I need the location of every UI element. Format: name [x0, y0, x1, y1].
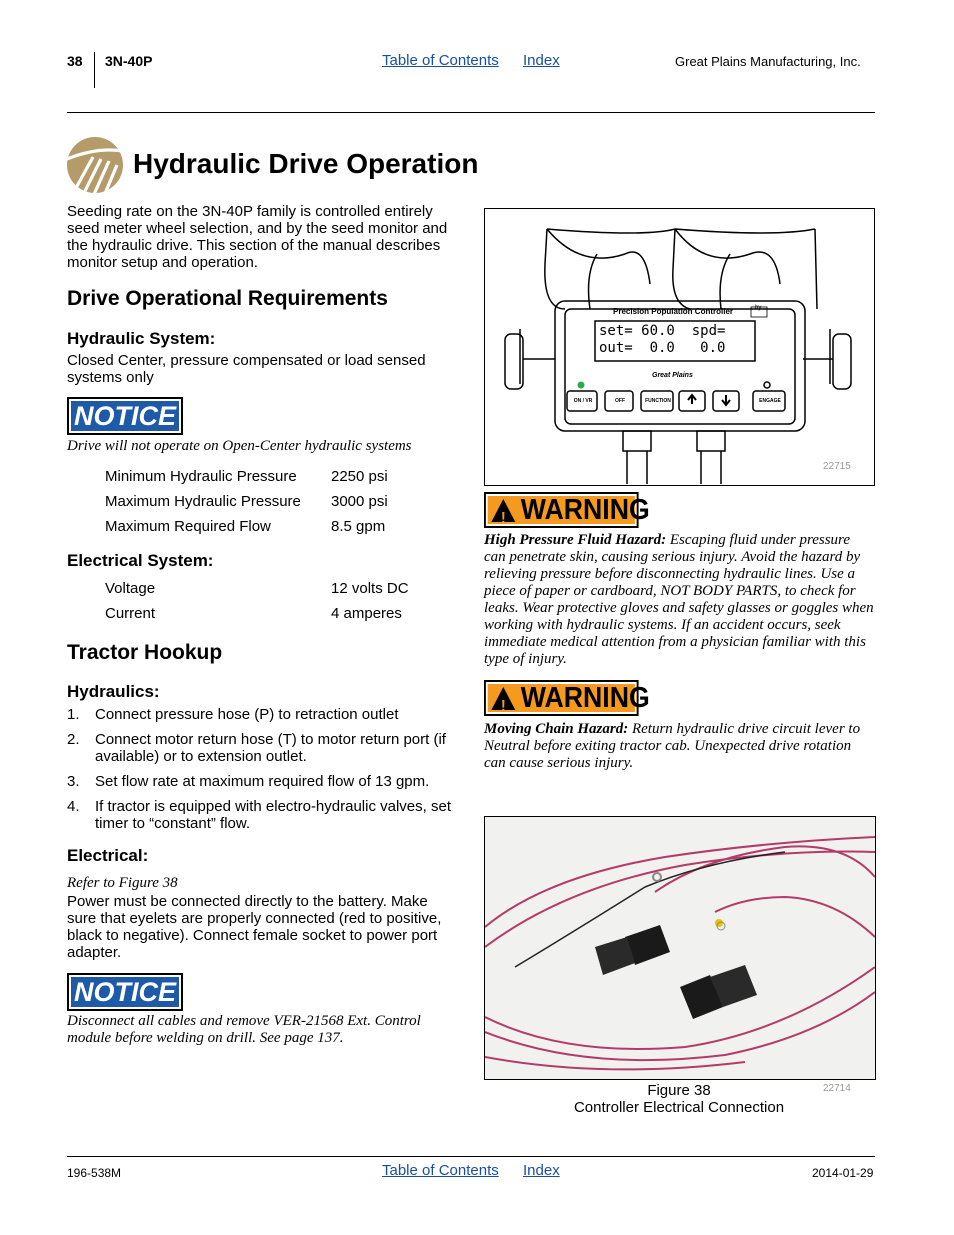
notice-badge: NOTICE: [67, 397, 183, 435]
controller-by-label: by: [755, 305, 762, 311]
index-link-bottom[interactable]: Index: [523, 1162, 560, 1179]
figure-id: 22714: [823, 1083, 851, 1094]
figure-id: 22715: [823, 461, 851, 472]
cable-photo: [484, 816, 876, 1080]
hydraulics-heading: Hydraulics:: [67, 682, 160, 701]
spec-label: Maximum Hydraulic Pressure: [105, 493, 301, 510]
spec-value: 4 amperes: [331, 605, 402, 622]
spec-value: 12 volts DC: [331, 580, 409, 597]
step-number: 3.: [67, 773, 80, 790]
warning-badge: [484, 492, 650, 528]
intro-paragraph: Seeding rate on the 3N-40P family is controlled entirely seed meter wheel selection, and by the seed monitor and the hydraulic drive. This section of the manual describes monitor setup and operation.: [67, 203, 448, 271]
controller-figure: [484, 208, 875, 486]
spec-value: 3000 psi: [331, 493, 388, 510]
warning-text: [484, 532, 874, 668]
warning-body: Escaping fluid under pressure can penetrate skin, causing serious injury. Avoid the hazard by relieving pressure before disconnecting hydraulic lines. Use a piece of paper or cardboard, NOT BODY PARTS, to check for leaks. Wear protective gloves and safety glasses or goggles when working with hydraulic systems. If an accident occurs, seek immediate medical attention from a physician familiar with this type of injury.: [484, 532, 874, 667]
hydraulic-system-heading: Hydraulic System:: [67, 329, 216, 348]
lcd-line-2: out= 0.0 0.0: [599, 340, 726, 356]
step-number: 1.: [67, 706, 80, 723]
warning-triangle-icon: !: [491, 499, 515, 522]
step-text: Set flow rate at maximum required flow of 13 gpm.: [95, 773, 430, 790]
spec-label: Current: [105, 605, 156, 622]
page-number: 38: [67, 53, 83, 69]
lcd-line-1: set= 60.0 spd=: [599, 323, 726, 339]
footer-rule: [67, 1156, 875, 1157]
company-name: Great Plains Manufacturing, Inc.: [675, 54, 861, 69]
step-number: 2.: [67, 731, 80, 748]
page-title: Hydraulic Drive Operation: [133, 148, 479, 179]
figure-caption-number: Figure 38: [647, 1082, 711, 1099]
tractor-hookup-heading: Tractor Hookup: [67, 641, 223, 664]
warning-lead: Moving Chain Hazard:: [484, 721, 629, 737]
electrical-text: Power must be connected directly to the battery. Make sure that eyelets are properly connected (red to positive, black to negative). Connect female socket to power port adapter.: [67, 893, 442, 961]
controller-logo: Great Plains: [652, 372, 693, 379]
doc-date: 2014-01-29: [812, 1166, 874, 1180]
notice-text: Drive will not operate on Open-Center hydraulic systems: [67, 438, 412, 454]
step-text: If tractor is equipped with electro-hydraulic valves, set timer to “constant” flow.: [95, 798, 451, 832]
function-button: FUNCTION: [645, 398, 671, 404]
off-button: OFF: [615, 398, 625, 404]
hydraulic-system-text: Closed Center, pressure compensated or load sensed systems only: [67, 352, 426, 386]
electrical-system-heading: Electrical System:: [67, 551, 214, 570]
spec-value: 8.5 gpm: [331, 518, 386, 535]
controller-brand-label: Precision Population Controller: [613, 307, 734, 316]
step-number: 4.: [67, 798, 80, 815]
doc-number: 196-538M: [67, 1166, 122, 1180]
step-text: Connect motor return hose (T) to motor return port (if available) or to extension outlet.: [95, 731, 446, 765]
notice-badge: NOTICE: [67, 973, 183, 1011]
spec-value: 2250 psi: [331, 468, 388, 485]
great-plains-logo-icon: [67, 137, 123, 193]
warning-badge: [484, 680, 650, 716]
notice-text: Disconnect all cables and remove VER-21568 Ext. Control module before welding on drill. See page 137.: [67, 1013, 421, 1046]
warning-text: [484, 721, 874, 772]
spec-label: Maximum Required Flow: [105, 518, 271, 535]
drive-requirements-heading: Drive Operational Requirements: [67, 287, 388, 310]
toc-link-bottom[interactable]: Table of Contents: [382, 1162, 499, 1179]
index-link-top[interactable]: Index: [523, 52, 560, 69]
warning-label: WARNING: [520, 682, 650, 714]
header-rule: [67, 112, 875, 113]
warning-triangle-icon: !: [491, 687, 515, 710]
spec-label: Minimum Hydraulic Pressure: [105, 468, 297, 485]
spec-label: Voltage: [105, 580, 156, 597]
warning-body: Return hydraulic drive circuit lever to Neutral before exiting tractor cab. Unexpected drive rotation can cause serious injury.: [484, 721, 861, 771]
on-vr-button: ON / VR: [573, 398, 593, 404]
figure-caption-text: Controller Electrical Connection: [573, 1099, 785, 1116]
warning-lead: High Pressure Fluid Hazard:: [484, 532, 667, 548]
model-name: 3N-40P: [105, 53, 153, 69]
engage-button: ENGAGE: [759, 398, 781, 404]
toc-link-top[interactable]: Table of Contents: [382, 52, 499, 69]
header-divider: [94, 52, 95, 88]
step-text: Connect pressure hose (P) to retraction outlet: [95, 706, 399, 723]
figure-reference: Refer to Figure 38: [67, 875, 178, 891]
electrical-heading: Electrical:: [67, 846, 149, 865]
warning-label: WARNING: [520, 494, 650, 526]
